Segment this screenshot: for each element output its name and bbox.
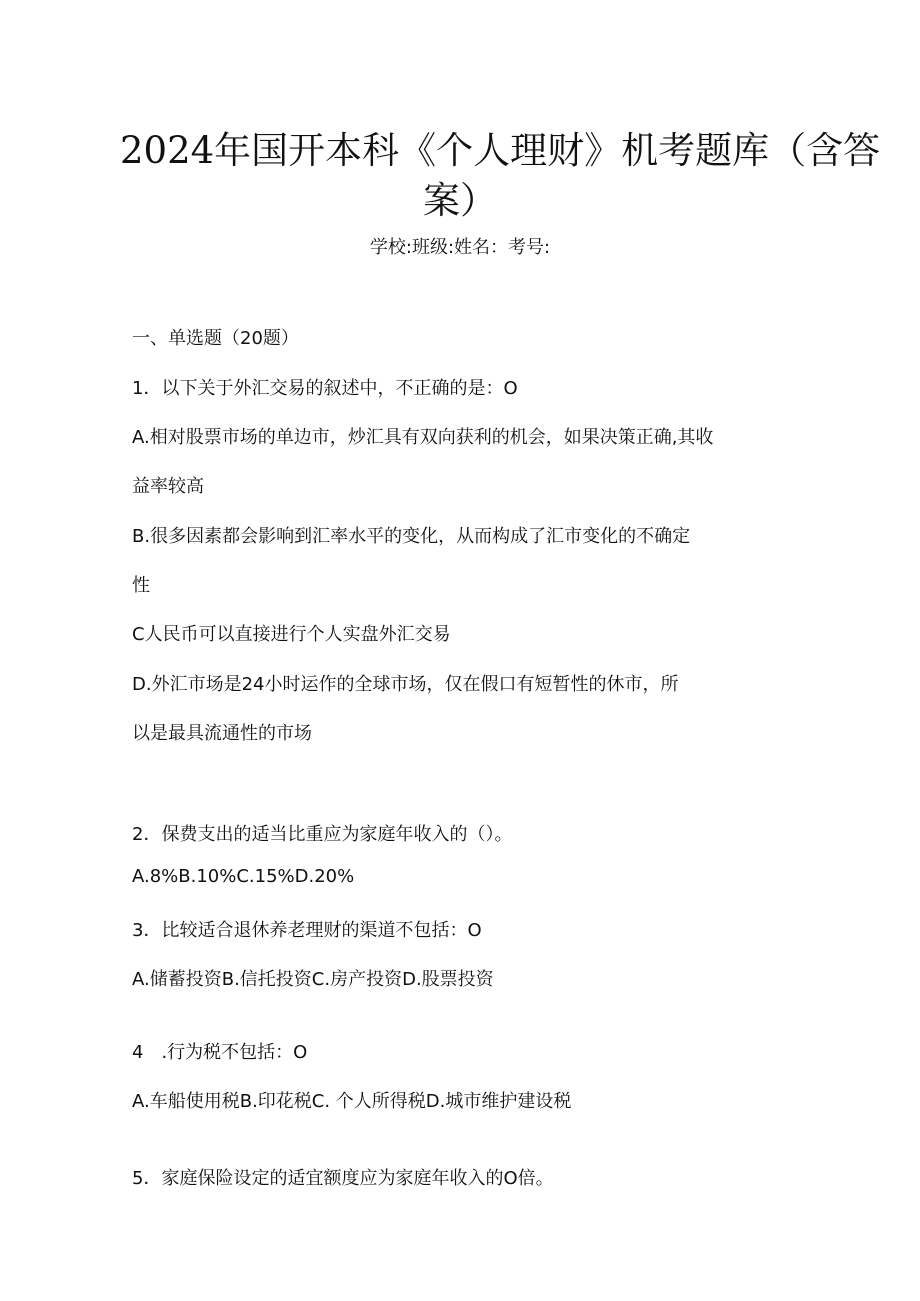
student-info-line: 学校:班级:姓名：考号:	[369, 237, 551, 258]
section-heading: 一、单选题（20题）	[132, 328, 299, 349]
question-1-stem: 1．以下关于外汇交易的叙述中，不正确的是：O	[132, 378, 518, 399]
question-2-options: A.8%B.10%C.15%D.20%	[132, 866, 355, 887]
question-1-option-c: C人民币可以直接进行个人实盘外汇交易	[132, 624, 451, 645]
question-3-options: A.储蓄投资B.信托投资C.房产投资D.股票投资	[132, 969, 494, 990]
document-title	[120, 126, 881, 226]
question-4-options: A.车船使用税B.印花税C. 个人所得税D.城市维护建设税	[132, 1091, 572, 1112]
question-5-stem: 5．家庭保险设定的适宜额度应为家庭年收入的O倍。	[132, 1168, 554, 1189]
question-1-option-a-cont: 益率较高	[132, 476, 204, 497]
question-1-option-d-cont: 以是最具流通性的市场	[132, 723, 312, 744]
title-line-2: 案）	[423, 179, 497, 222]
title-line-1: 2024年国开本科《个人理财》机考题库（含答	[120, 129, 881, 172]
question-1-option-d: D.外汇市场是24小时运作的全球市场，仅在假口有短暂性的休市，所	[132, 674, 679, 695]
question-1-option-b: B.很多因素都会影响到汇率水平的变化，从而构成了汇市变化的不确定	[132, 526, 691, 547]
question-2-stem: 2．保费支出的适当比重应为家庭年收入的（）。	[132, 824, 513, 845]
question-3-stem: 3．比较适合退休养老理财的渠道不包括：O	[132, 920, 482, 941]
question-4-stem: 4 .行为税不包括：O	[132, 1042, 308, 1063]
question-1-option-b-cont: 性	[132, 575, 150, 596]
question-1-option-a: A.相对股票市场的单边市，炒汇具有双向获利的机会，如果决策正确,其收	[132, 427, 714, 448]
